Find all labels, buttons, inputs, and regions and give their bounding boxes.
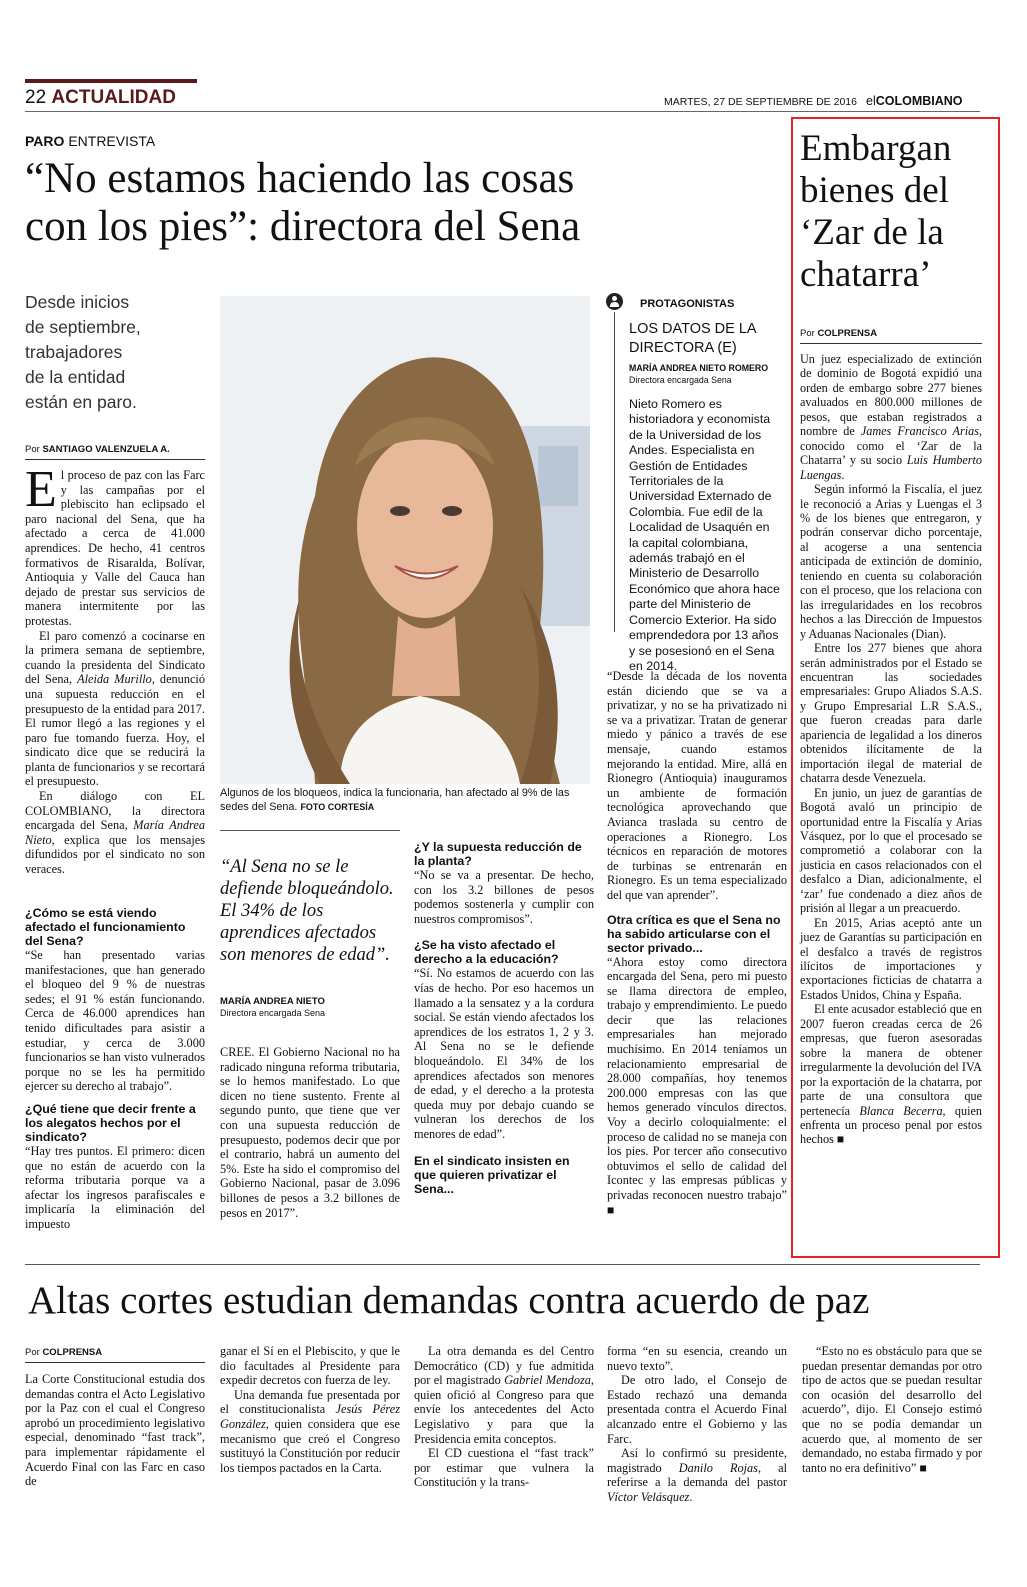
main-byline: Por SANTIAGO VALENZUELA A. bbox=[25, 444, 170, 455]
col1-paragraph-2: El paro comenzó a cocinarse en la primera semana de septiembre, cuando la presidenta del Sindicato del Sena, Aleida Murillo, denunció una supuesta reducción en el presupuesto de la entidad para 2017. El rumor llegó a las regiones y el paro fue tomando fuerza. Hoy, el sindicato dice que se reducirá la planta de funcionarios y se recortará el presupuesto. bbox=[25, 628, 205, 789]
boxed-byline-rule bbox=[800, 343, 982, 344]
boxed-article-body: Un juez especializado de extinción de dominio de Bogotá expidió una orden de embargo sobre 277 bienes avaluados en 800.000 millones de pesos, que estaban registrados a nombre de James Francisco Arias, conocido como el ‘Zar de la Chatarra’ y su socio Luis Humberto Luengas. Según informó la Fiscalía, el juez le reconoció a Arias y Luengas el 3 % de los bienes que entregaron, y podrán conservar dicho porcentaje, al acogerse a una sentencia anticipada de extinción de dominio, teniendo en cuenta su colaboración con el proceso, que los relaciona con las irregularidades en los recobros hechos a las Dirección de Impuestos y Aduanas Nacionales (Dian). Entre los 277 bienes que ahora serán administrados por el Estado se encuentran las sociedades empresariales: Grupo Aliados S.A.S. y Grupo Empresarial L.R S.A.S., que fueron creadas para darle apariencia de legalidad a los dineros obtenidos ilícitamente de la importación ilegal de material de chatarra desde Venezuela. En junio, un juez de garantías de Bogotá avaló un principio de oportunidad entre la Fiscalía y Arias Vásquez, por lo que el procesado se comprometió a colaborar con la justicia en casos relacionados con el desfalco a Dian, adicionalmente, el ‘zar’ fue condenado a diez años de prisión al llegar a un preacuerdo. En 2015, Arias aceptó ante un juez de Garantías su participación en el desfalco a través de registros ilícitos de importaciones y exportaciones ficticias de chatarra a Estados Unidos, China y España. El ente acusador estableció que en 2007 fueron creadas cerca de 26 empresas, que fueron asesoradas sobre la manera de obtener irregularmente la devolución del IVA por la exportación de la chatarra, por parte de una consultora que pertenecía Blanca Becerra, quien enfrenta un proceso penal por estos hechos ■ bbox=[800, 352, 983, 1147]
pullquote-name: MARÍA ANDREA NIETO bbox=[220, 996, 325, 1007]
boxed-byline: Por COLPRENSA bbox=[800, 328, 878, 339]
answer-2: “Hay tres puntos. El primero: dicen que no están de acuerdo con la reforma tributaria porque va a afectar los ingresos parafiscales e implicaría la eliminación del impuesto bbox=[25, 1143, 205, 1231]
sidebar-name: MARÍA ANDREA NIETO ROMERO bbox=[629, 363, 769, 373]
pullquote: “Al Sena no se le defiende bloqueándolo. El 34% de los aprendices afectados son menores de edad”. bbox=[220, 857, 394, 965]
bottom-headline: Altas cortes estudian demandas contra acuerdo de paz bbox=[28, 1279, 870, 1322]
sidebar-title: LOS DATOS DE LA DIRECTORA (E) bbox=[629, 321, 756, 356]
col1-paragraph-3: En diálogo con EL COLOMBIANO, la directora encargada del Sena, María Andrea Nieto, explica que los mensajes difundidos por el sindicato no son veraces. bbox=[25, 789, 205, 877]
question-3: ¿Y la supuesta reducción de la planta? bbox=[414, 840, 582, 868]
director-photo bbox=[220, 296, 590, 784]
main-column-2: CREE. El Gobierno Nacional no ha radicado ninguna reforma tributaria, se lo hemos manifestado. Lo que dicen no tiene sustento. Frente al segundo punto, que tiene que ver con una supuesta reducción de presupuesto, podemos decir que por el contrario, habrá un aumento del 5%. Este ha sido el compromiso del Gobierno Nacional, pasar de 3.096 billones de pesos a 3.2 billones de pesos en 2017”. bbox=[220, 1045, 400, 1220]
bottom-column-4: forma “en su esencia, creando un nuevo texto”. De otro lado, el Consejo de Estado rechazó una demanda presentada contra el Acuerdo Final alcanzado entre el Gobierno y las Farc. Así lo confirmó su presidente, magistrado Danilo Rojas, al referirse a la demanda del pastor Víctor Velásquez. bbox=[607, 1344, 787, 1504]
main-column-1-qa bbox=[25, 900, 205, 1232]
bottom-column-2: ganar el Sí en el Plebiscito, y que le dio facultades al Presidente para expedir decretos con fuerza de ley. Una demanda fue presentada por el constitucionalista Jesús Pérez González, quien considera que ese mecanismo que creó el Congreso sustituyó la Constitución por reducir los tiempos pactados en la Carta. bbox=[220, 1344, 400, 1475]
main-column-1: El proceso de paz con las Farc y las campañas por el plebiscito han eclipsado el paro nacional del Sena, que ha afectado a cerca de 41.000 aprendices. De hecho, 41 centros formativos de Risaralda, Bolívar, Antioquia y Valle del Cauca han dejado de prestar sus servicios de manera intermitente por las protestas. El paro comenzó a cocinarse en la primera semana de septiembre, cuando la presidenta del Sindicato del Sena, Aleida Murillo, denunció una supuesta reducción en el presupuesto de la entidad para 2017. El rumor llegó a las regiones y el paro fue tomando fuerza. Hoy, el sindicato dice que se reducirá la planta de funcionarios y se recortará el presupuesto. En diálogo con EL COLOMBIANO, la directora encargada del Sena, María Andrea Nieto, explica que los mensajes difundidos por el sindicato no son veraces. bbox=[25, 468, 205, 877]
answer-3: “No se va a presentar. De hecho, con los 3.2 billones de pesos podemos sostenerla y cumplir con nuestros compromisos”. bbox=[414, 868, 594, 926]
boxed-end-mark: ■ bbox=[836, 1132, 845, 1147]
bottom-column-1: La Corte Constitucional estudia dos demandas contra el Acto Legislativo por la Paz con el cual el Congreso aprobó un procedimiento legislativo especial, denominado “fast track”, para implementar rápidamente el Acuerdo Final con las Farc en caso de bbox=[25, 1372, 205, 1489]
bottom-column-3: La otra demanda es del Centro Democrático (CD) y fue admitida por el magistrado Gabriel Mendoza, quien ofició al Congreso para que envíe los antecedentes del Acto Legislativo y para que la Presidencia emita conceptos. El CD cuestiona el “fast track” por estimar que vulnera la Constitución y la trans- bbox=[414, 1344, 594, 1490]
person-icon bbox=[606, 293, 623, 310]
issue-date: MARTES, 27 DE SEPTIEMBRE DE 2016 bbox=[664, 96, 857, 108]
section-bar bbox=[25, 79, 197, 83]
portrait-illustration bbox=[220, 296, 590, 784]
sidebar-role: Directora encargada Sena bbox=[629, 375, 732, 385]
dropcap: E bbox=[25, 468, 57, 518]
section-name: ACTUALIDAD bbox=[51, 87, 176, 108]
main-headline: “No estamos haciendo las cosas con los pies”: directora del Sena bbox=[25, 155, 581, 250]
bottom-end-mark: ■ bbox=[919, 1460, 927, 1475]
question-4: ¿Se ha visto afectado el derecho a la educación? bbox=[414, 938, 559, 967]
header-rule bbox=[25, 111, 980, 112]
brand-logo: elCOLOMBIANO bbox=[866, 94, 963, 108]
pullquote-rule bbox=[220, 830, 400, 831]
pullquote-role: Directora encargada Sena bbox=[220, 1008, 326, 1018]
answer-5: “Desde la década de los noventa están diciendo que se va a privatizar, y no se ha privatizado ni se va a privatizar. Tratan de generar miedo y pánico a través de ese mensaje, cuando estamos mejorando la entidad. Mire, allá en Rionegro (Antioquia) inauguramos un ambiente de formación tecnológica aprovechando que Avianca traslada su centro de operaciones a Rionegro. Los técnicos en reparación de motores de turbinas se entrenarán en Rionegro. Es un tema especializado del que van aprender”. bbox=[607, 669, 787, 902]
sidebar-text: Nieto Romero es historiadora y economista de la Universidad de los Andes. Especialista en Gestión de Entidades Territoriales de la Universidad Externado de Colombia. Fue edil de la Localidad de Usaquén en la capital colombiana, además trabajó en el Ministerio de Desarrollo Económico que ahora hace parte del Ministerio de Comercio Exterior. Ha sido emprendedora por 13 años y se posesionó en el Sena en 2014. bbox=[629, 397, 780, 673]
byline-rule bbox=[25, 459, 205, 460]
answer-6: “Ahora estoy como directora encargada del Sena, pero mi puesto se llama directora de empleo, trabajo y emprendimiento. Le puedo decir que las relaciones empresariales han mejorado muchísimo. En 2014 teníamos un relacionamiento empresarial de 28.000 compañías, hoy tenemos 200.000 empresas con las que hemos generado vínculos directos. Voy a decirlo coloquialmente: el proceso de calidad no se maneja con los pies. Por tercer año consecutivo obtuvimos el sello de calidad del Icontec y las empresas públicas y privadas reconocen nuestro trabajo” ■ bbox=[607, 954, 787, 1217]
question-5: En el sindicato insisten en que quieren privatizar el Sena... bbox=[414, 1153, 570, 1196]
bottom-byline: Por COLPRENSA bbox=[25, 1347, 103, 1358]
question-6: Otra crítica es que el Sena no ha sabido articularse con el sector privado... bbox=[607, 912, 781, 955]
main-column-4 bbox=[607, 669, 787, 1217]
end-mark: ■ bbox=[607, 1202, 615, 1217]
photo-credit: FOTO CORTESÍA bbox=[300, 801, 375, 812]
kicker: PARO ENTREVISTA bbox=[25, 133, 156, 149]
page-header-left bbox=[25, 87, 176, 109]
question-2: ¿Qué tiene que decir frente a los alegatos hechos por el sindicato? bbox=[25, 1101, 196, 1144]
boxed-headline: Embargan bienes del ‘Zar de la chatarra’ bbox=[800, 128, 952, 295]
section-divider bbox=[25, 1264, 980, 1265]
deck: Desde inicios de septiembre, trabajadores de la entidad están en paro. bbox=[25, 292, 141, 412]
bottom-byline-rule bbox=[25, 1362, 205, 1363]
page-number: 22 bbox=[25, 87, 47, 108]
sidebar-rule bbox=[614, 312, 615, 632]
photo-caption: Algunos de los bloqueos, indica la funcionaria, han afectado al 9% de las sedes del Sena. FOTO CORTESÍA bbox=[220, 787, 570, 813]
bottom-column-5: “Esto no es obstáculo para que se puedan presentar demandas por otro tipo de actos que se puedan resultar con ocasión del desarrollo del acuerdo”, dijo. El Consejo estimó que no se podía demandar un acuerdo que, al momento de ser demandado, no estaba firmado y por tanto no era definitivo” ■ bbox=[802, 1344, 982, 1475]
sidebar-label: PROTAGONISTAS bbox=[640, 298, 735, 310]
main-column-3 bbox=[414, 840, 594, 1196]
question-1: ¿Cómo se está viendo afectado el funcionamiento del Sena? bbox=[25, 906, 186, 948]
answer-4: “Sí. No estamos de acuerdo con las vías de hecho. Por eso hacemos un llamado a la sensatez y a la cordura social. Se están viendo afectados los aprendices de los estratos 1, 2 y 3. Al Sena no se le defiende bloqueándolo. El 34% de los aprendices afectados son menores de edad, y el derecho a la protesta queda muy por debajo cuando se vulneran los derechos de los menores de edad”. bbox=[414, 966, 594, 1141]
answer-1: “Se han presentado varias manifestaciones, que han generado el bloqueo del 9 % de nuestras sedes; el 91 % están funcionando. Cerca de 46.000 aprendices han tenido dificultades para asistir a estudiar, y cerca de 3.000 funcionarios se han visto vulnerados porque no se les ha permitido ejercer su derecho al trabajo”. bbox=[25, 948, 205, 1094]
